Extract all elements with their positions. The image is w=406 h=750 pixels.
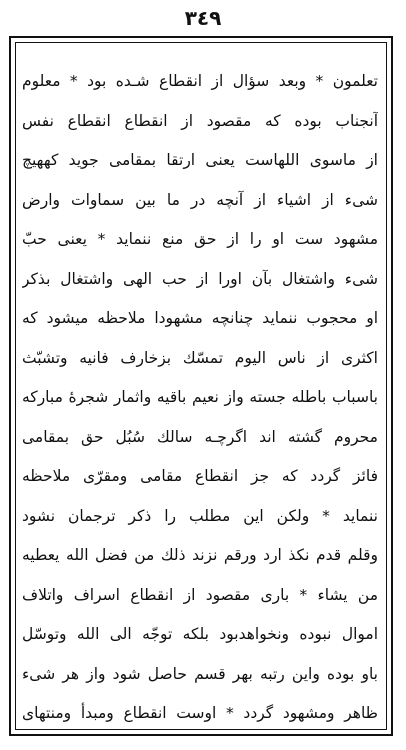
text-line: شیء از اشياء از آنچه در ما بين سماوات وارض [22, 190, 378, 209]
text-line: شیء واشتغال بآن اورا از حب الهی واشتغال بذکر [22, 269, 378, 288]
text-line: باو بوده واين رتبه بهر قسم حاصل شود واز هر شیء [22, 664, 378, 683]
text-line: وقلم قدم نکذ ارد ورقم نزند ذلك من فضل الله يعطيه [22, 546, 378, 564]
text-line: آنجناب بوده که مقصود از انقطاع انقطاع نفس [22, 111, 378, 130]
text-line: ظاهر ومشهود گردد * اوست انقطاع ومبدأ ومنتهای [22, 704, 378, 722]
text-line: ننمايد * ولکن اين مطلب را ذکر ترجمان نشود [22, 506, 378, 525]
text-line: باسباب باطله جسته واز نعيم باقيه واثمار شجرهٔ مبارکه [22, 388, 378, 406]
page-number: ٣٤٩ [184, 6, 222, 30]
text-line: از ماسوی اللهاست يعنی ارتقا بمقامی جويد کههيچ [22, 151, 378, 169]
text-line: او محجوب ننمايد چنانچه مشهودا ملاحظه ميشود که [22, 309, 378, 327]
body-text [22, 62, 378, 734]
text-line: فائز گردد که جز انقطاع مقامی ومقرّی ملاحظه [22, 467, 378, 485]
text-line: تعلمون * وبعد سؤال از انقطاع شـده بود * معلوم [22, 72, 378, 90]
text-line: من يشاء * باری مقصود از انقطاع اسراف واتلاف [22, 585, 378, 604]
text-line: اکثری از ناس اليوم تمسّك بزخارف فانيه وتشبّث [22, 348, 378, 367]
text-line: اموال نبوده ونخواهدبود بلکه توجّه الی الله وتوسّل [22, 625, 378, 643]
text-line: مشهود ست او را از حق منع ننمايد * يعنی حبّ [22, 230, 378, 248]
text-line: محروم گشته اند اگرچـه سالك سُبُل حق بمقامی [22, 427, 378, 446]
